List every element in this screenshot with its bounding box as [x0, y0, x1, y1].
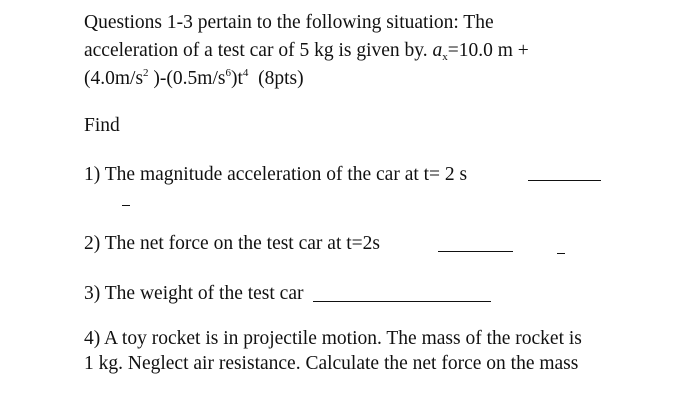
question-1: 1) The magnitude acceleration of the car at t= 2 s: [84, 164, 468, 185]
intro-line-2: [84, 39, 529, 63]
answer-blank-2[interactable]: [438, 251, 513, 252]
acceleration-equation-start: =10.0 m +: [447, 40, 529, 61]
answer-blank-1[interactable]: [528, 180, 601, 181]
intro-line-1: Questions 1-3 pertain to the following situation: The: [84, 12, 494, 33]
stray-dash-1: [122, 205, 130, 206]
find-label: Find: [84, 115, 120, 136]
stray-dash-2: [557, 253, 565, 254]
question-4-line-2: 1 kg. Neglect air resistance. Calculate the net force on the mass: [84, 353, 579, 374]
answer-blank-3[interactable]: [313, 301, 491, 302]
intro-line-3: ($4.0m/s^2$ )$-(0.5m/s^6)t^4$ (8pts): [84, 67, 304, 89]
question-4-line-1: 4) A toy rocket is in projectile motion. The mass of the rocket is: [84, 328, 582, 349]
question-3: 3) The weight of the test car: [84, 283, 304, 304]
intro-line-2-text: acceleration of a test car of 5 kg is given by.: [84, 40, 428, 61]
acceleration-symbol: $a_x$: [432, 40, 448, 63]
question-2: 2) The net force on the test car at t=2s: [84, 233, 380, 254]
